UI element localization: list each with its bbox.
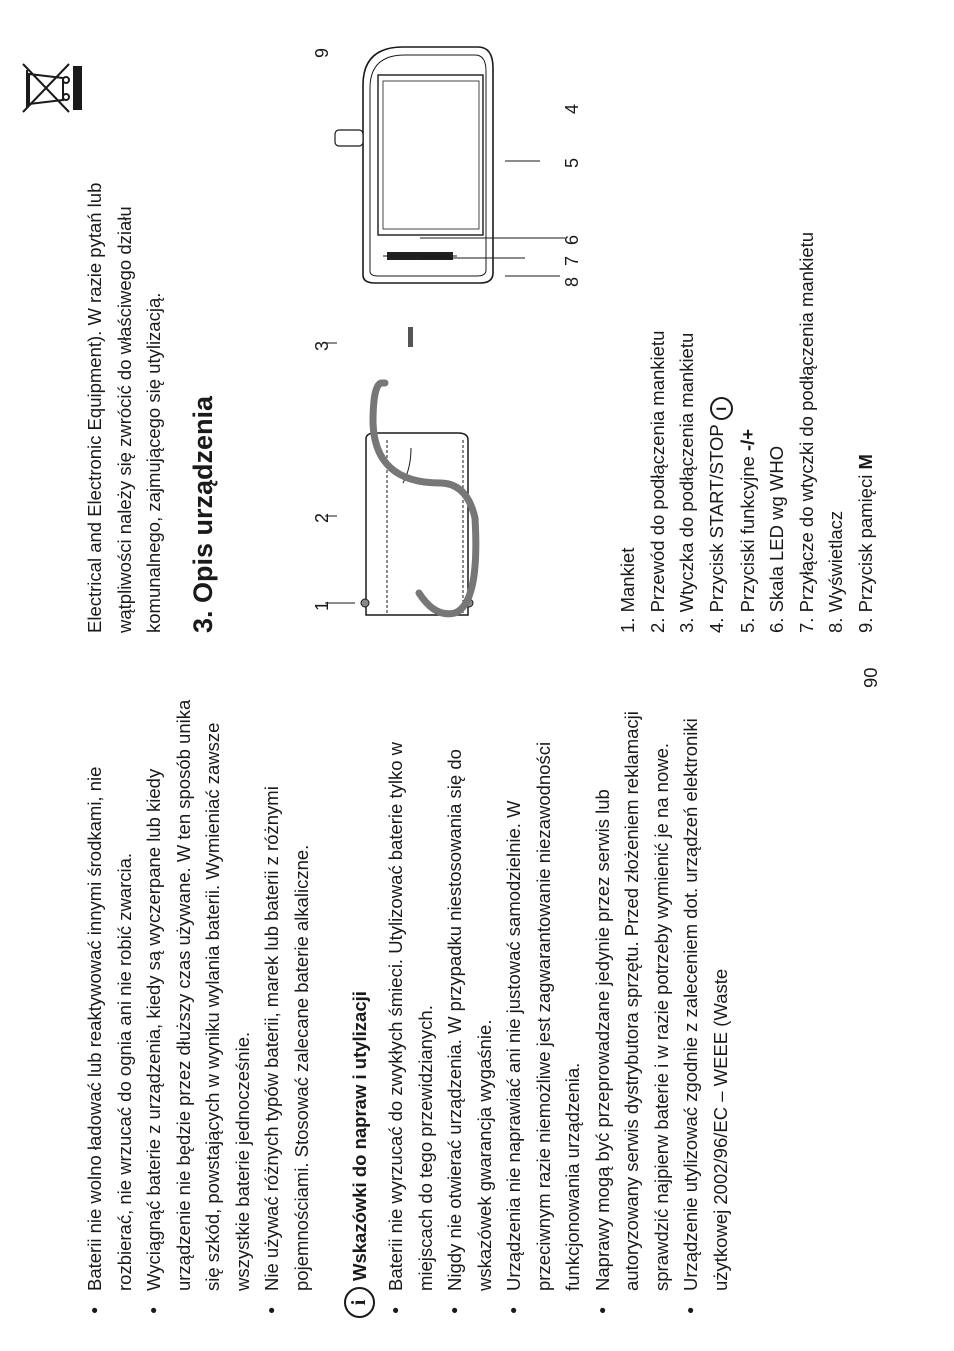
callout-1: 1: [312, 600, 332, 611]
callout-5: 5: [562, 157, 582, 168]
callout-6: 6: [562, 234, 582, 245]
power-icon: I: [710, 397, 733, 420]
list-item: ● Baterii nie wyrzucać do zwykłych śmieci. Utylizować baterie tylko w miejscach do tego przewidzianych.: [381, 698, 440, 1318]
callout-4: 4: [562, 103, 582, 114]
callout-2: 2: [312, 512, 332, 523]
list-item: 1. Mankiet: [617, 547, 638, 633]
list-item: 3. Wtyczka do podłączenia mankietu: [676, 332, 697, 633]
callout-3: 3: [312, 340, 332, 351]
list-item: 4. Przycisk START/STOPI: [702, 232, 733, 633]
weee-bin-icon: [17, 18, 87, 118]
parts-list: [613, 232, 880, 633]
section-header: [344, 698, 375, 1318]
list-item: 6. Skala LED wg WHO: [766, 445, 787, 633]
right-column: [80, 28, 876, 633]
list-item: ● Wyciągnąć baterie z urządzenia, kiedy są wyczerpane lub kiedy urządzenie nie będzie przez dłuższy czas używane. W ten sposób unika się szkód, powstających w wyniku wylania baterii. Wymieniać zawsze wszystkie baterie jednocześnie.: [139, 698, 257, 1318]
left-column: [80, 698, 735, 1318]
continued-text: Electrical and Electronic Equipment). W razie pytań lub wątpliwości należy się zwrócić do właściwego działu komunalnego, zajmującego się utylizacją.: [84, 182, 164, 633]
list-item: 7. Przyłącze do wtyczki do podłączenia mankietu: [795, 231, 817, 633]
callout-9: 9: [312, 47, 332, 58]
list-item: ● Nie używać różnych typów baterii, marek lub baterii z różnymi pojemnościami. Stosować zalecane baterie alkaliczne.: [257, 698, 316, 1318]
callout-7: 7: [562, 255, 582, 266]
info-icon: i: [344, 1287, 375, 1318]
section-title: Wskazówki do napraw i utylizacji: [348, 991, 370, 1281]
page-number: 90: [860, 667, 881, 688]
battery-list: [80, 698, 316, 1318]
callout-labels: [312, 28, 615, 633]
repair-list: [381, 698, 735, 1318]
list-item: ● Urządzenia nie naprawiać ani nie justować samodzielnie. W przeciwnym razie niemożliwe jest zagwarantowanie niezawodności funkcjonowania urządzenia.: [499, 698, 588, 1318]
list-item: 2. Przewód do podłączenia mankietu: [646, 330, 668, 633]
list-item: 8. Wyświetlacz: [825, 510, 846, 633]
list-item: ● Urządzenie utylizować zgodnie z zaleceniem dot. urządzeń elektroniki użytkowej 2002/96/EC – WEEE (Waste: [676, 698, 735, 1318]
list-item: ● Nigdy nie otwierać urządzenia. W przypadku niestosowania się do wskazówek gwarancja wygaśnie.: [440, 698, 499, 1318]
callout-8: 8: [562, 276, 582, 287]
section-heading: 3. Opis urządzenia: [187, 395, 218, 633]
list-item: 9. Przycisk pamięci M: [854, 454, 876, 633]
list-item: ● Naprawy mogą być przeprowadzane jedynie przez serwis lub autoryzowany serwis dystrybutora sprzętu. Przed złożeniem reklamacji sprawdzić najpierw baterie i w razie potrzeby wymienić je na nowe.: [588, 698, 677, 1318]
list-item: 5. Przyciski funkcyjne -/+: [736, 428, 758, 633]
list-item: ● Baterii nie wolno ładować lub reaktywować innymi środkami, nie rozbierać, nie wrzucać do ognia ani nie robić zwarcia.: [80, 698, 139, 1318]
